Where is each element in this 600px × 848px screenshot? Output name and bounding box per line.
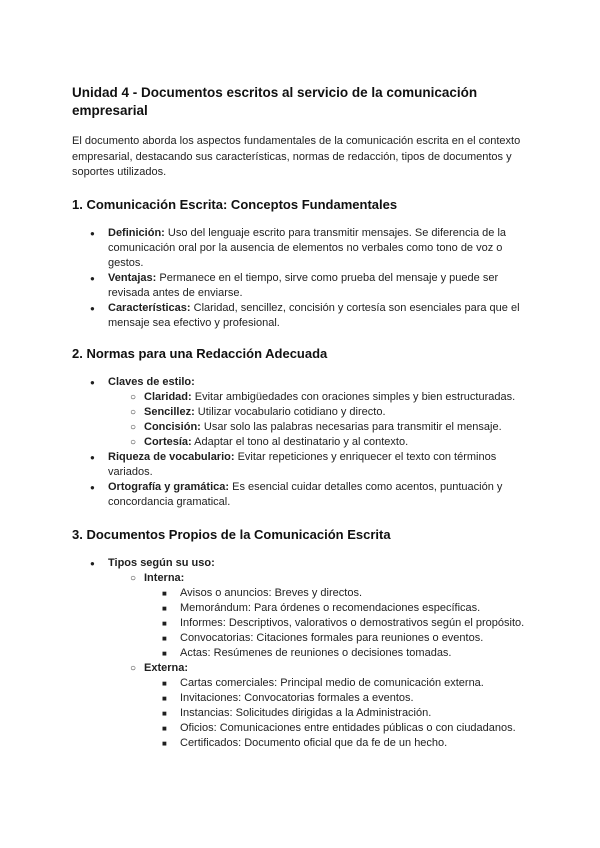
item-term: Ventajas: <box>108 271 157 284</box>
tipos-sublist <box>108 571 532 751</box>
section-3-heading: 3. Documentos Propios de la Comunicación Escrita <box>72 526 391 542</box>
item-term: Interna: <box>144 571 185 584</box>
sub-list-item <box>108 405 532 420</box>
interna-sublist <box>144 586 532 661</box>
list-item <box>72 375 532 450</box>
item-term: Definición: <box>108 226 165 239</box>
item-term: Concisión: <box>144 420 201 433</box>
section-2-heading: 2. Normas para una Redacción Adecuada <box>72 345 328 361</box>
sub-sub-list-item: ■ Oficios: Comunicaciones entre entidades públicas o con ciudadanos. <box>144 721 532 736</box>
item-text: Permanece en el tiempo, sirve como prueba del mensaje y puede ser revisada antes de enviarse. <box>108 271 499 299</box>
sub-list-item <box>108 435 532 450</box>
sub-sub-list-item: ■ Memorándum: Para órdenes o recomendaciones específicas. <box>144 601 532 616</box>
sub-list-item <box>108 661 532 751</box>
list-item <box>72 450 532 480</box>
sub-sub-list-item: ■ Actas: Resúmenes de reuniones o decisiones tomadas. <box>144 646 532 661</box>
intro-paragraph: El documento aborda los aspectos fundamentales de la comunicación escrita en el contexto empresarial, destacando sus características, normas de redacción, tipos de documentos y soportes utilizados. <box>72 135 521 178</box>
list-item <box>72 480 532 510</box>
list-item <box>72 301 532 331</box>
section-1-list <box>72 226 532 331</box>
item-text: Utilizar vocabulario cotidiano y directo. <box>194 405 386 418</box>
item-text: Evitar ambigüedades con oraciones simples y bien estructuradas. <box>191 390 516 403</box>
item-term: Externa: <box>144 661 189 674</box>
document-title: Unidad 4 - Documentos escritos al servicio de la comunicación empresarial <box>72 85 478 118</box>
section-1-heading: 1. Comunicación Escrita: Conceptos Fundamentales <box>72 196 398 212</box>
sub-sub-list-item: ■ Cartas comerciales: Principal medio de comunicación externa. <box>144 676 532 691</box>
sub-list-item <box>108 571 532 661</box>
item-text: Uso del lenguaje escrito para transmitir mensajes. Se diferencia de la comunicación oral por la ausencia de elementos no verbales como tono de voz o gestos. <box>108 226 507 269</box>
item-text: Claridad, sencillez, concisión y cortesía son esenciales para que el mensaje sea efectivo y profesional. <box>108 301 520 329</box>
sub-sub-list-item: ■ Instancias: Solicitudes dirigidas a la Administración. <box>144 706 532 721</box>
list-item <box>72 271 532 301</box>
externa-sublist <box>144 676 532 751</box>
item-text: Evitar repeticiones y enriquecer el texto con términos variados. <box>108 450 497 478</box>
sub-sub-list-item: ■ Convocatorias: Citaciones formales para reuniones o eventos. <box>144 631 532 646</box>
item-term: Características: <box>108 301 191 314</box>
claves-sublist <box>108 390 532 450</box>
sub-list-item <box>108 420 532 435</box>
section-3-list <box>72 556 532 751</box>
document-page <box>72 84 532 751</box>
list-item <box>72 226 532 271</box>
item-term: Tipos según su uso: <box>108 556 215 569</box>
item-term: Ortografía y gramática: <box>108 480 230 493</box>
item-term: Cortesía: <box>144 435 192 448</box>
sub-sub-list-item: ■ Certificados: Documento oficial que da fe de un hecho. <box>144 736 532 751</box>
item-text: Adaptar el tono al destinatario y al contexto. <box>191 435 409 448</box>
sub-sub-list-item: ■ Informes: Descriptivos, valorativos o demostrativos según el propósito. <box>144 616 532 631</box>
sub-sub-list-item: ■ Invitaciones: Convocatorias formales a eventos. <box>144 691 532 706</box>
sub-list-item <box>108 390 532 405</box>
item-text: Usar solo las palabras necesarias para transmitir el mensaje. <box>200 420 502 433</box>
item-term: Claridad: <box>144 390 192 403</box>
sub-sub-list-item: ■ Avisos o anuncios: Breves y directos. <box>144 586 532 601</box>
list-item <box>72 556 532 751</box>
section-2-list <box>72 375 532 510</box>
item-text: Es esencial cuidar detalles como acentos, puntuación y concordancia gramatical. <box>108 480 503 508</box>
item-term: Riqueza de vocabulario: <box>108 450 235 463</box>
item-term: Claves de estilo: <box>108 375 195 388</box>
item-term: Sencillez: <box>144 405 195 418</box>
